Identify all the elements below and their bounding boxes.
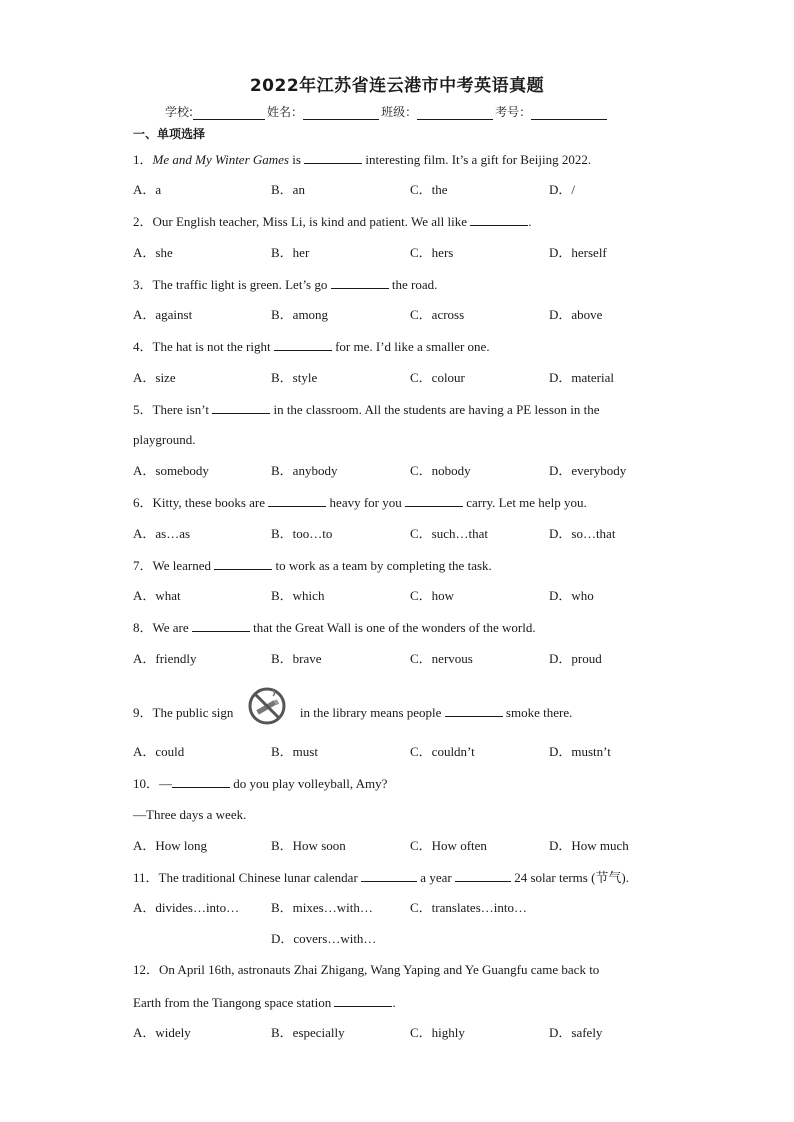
question-12-cont: Earth from the Tiangong space station .: [133, 995, 396, 1010]
q3-option-c[interactable]: C．across: [410, 307, 465, 322]
q3-option-a[interactable]: A．against: [133, 307, 193, 322]
q11-option-d[interactable]: D．covers…with…: [271, 931, 377, 946]
class-label: 班级：: [381, 105, 418, 119]
q6-option-c[interactable]: C．such…that: [410, 526, 488, 541]
student-info-line: [165, 103, 609, 120]
school-label: 学校:: [165, 105, 194, 119]
q1-option-b[interactable]: B．an: [271, 182, 305, 197]
q7-option-b[interactable]: B．which: [271, 588, 325, 603]
q7-option-d[interactable]: D．who: [549, 588, 594, 603]
q8-option-a[interactable]: A．friendly: [133, 651, 197, 666]
q10-option-b[interactable]: B．How soon: [271, 838, 346, 853]
class-blank: [417, 106, 493, 120]
q3-option-b[interactable]: B．among: [271, 307, 329, 322]
q1-option-a[interactable]: A．a: [133, 182, 162, 197]
q8-option-b[interactable]: B．brave: [271, 651, 322, 666]
q10-option-a[interactable]: A．How long: [133, 838, 208, 853]
q10-option-c[interactable]: C．How often: [410, 838, 487, 853]
q7-option-a[interactable]: A．what: [133, 588, 181, 603]
question-7: 7．We learned to work as a team by completing the task.: [133, 558, 492, 573]
q5-option-b[interactable]: B．anybody: [271, 463, 338, 478]
q5-option-c[interactable]: C．nobody: [410, 463, 471, 478]
q9-option-b[interactable]: B．must: [271, 744, 318, 759]
question-1: 1．Me and My Winter Games is interesting film. It’s a gift for Beijing 2022.: [133, 152, 592, 167]
q8-option-d[interactable]: D．proud: [549, 651, 602, 666]
question-3: 3．The traffic light is green. Let’s go the road.: [133, 277, 438, 292]
question-11: 11．The traditional Chinese lunar calendar a year 24 solar terms (节气).: [133, 870, 629, 885]
question-10-answer: —Three days a week.: [133, 807, 247, 822]
name-blank: [303, 106, 379, 120]
q2-option-c[interactable]: C．hers: [410, 245, 454, 260]
q12-option-b[interactable]: B．especially: [271, 1025, 345, 1040]
question-5-cont: playground.: [133, 432, 196, 447]
q9-option-a[interactable]: A．could: [133, 744, 185, 759]
q4-option-a[interactable]: A．size: [133, 370, 176, 385]
question-6: 6．Kitty, these books are heavy for you carry. Let me help you.: [133, 495, 587, 510]
no-smoking-sign-icon: [245, 686, 289, 742]
q2-option-a[interactable]: A．she: [133, 245, 173, 260]
question-12: 12．On April 16th, astronauts Zhai Zhigang, Wang Yaping and Ye Guangfu came back to: [133, 962, 600, 977]
q5-option-d[interactable]: D．everybody: [549, 463, 627, 478]
q9-option-c[interactable]: C．couldn’t: [410, 744, 475, 759]
exam-no-label: 考号：: [495, 105, 532, 119]
q12-option-a[interactable]: A．widely: [133, 1025, 191, 1040]
q9-option-d[interactable]: D．mustn’t: [549, 744, 611, 759]
question-9: 9．The public sign in the library means people smoke there.: [133, 686, 572, 742]
q7-option-c[interactable]: C．how: [410, 588, 455, 603]
section-heading: 一、单项选择: [133, 127, 206, 141]
q11-option-c[interactable]: C．translates…into…: [410, 900, 527, 915]
q4-option-d[interactable]: D．material: [549, 370, 614, 385]
question-4: 4．The hat is not the right for me. I’d like a smaller one.: [133, 339, 490, 354]
question-8: 8．We are that the Great Wall is one of the wonders of the world.: [133, 620, 536, 635]
q2-option-b[interactable]: B．her: [271, 245, 310, 260]
q4-option-c[interactable]: C．colour: [410, 370, 465, 385]
page-title: 2022年江苏省连云港市中考英语真题: [249, 76, 545, 96]
q1-option-c[interactable]: C．the: [410, 182, 448, 197]
exam-no-blank: [531, 106, 607, 120]
q10-option-d[interactable]: D．How much: [549, 838, 629, 853]
q4-option-b[interactable]: B．style: [271, 370, 318, 385]
q1-option-d[interactable]: D．/: [549, 182, 576, 197]
q12-option-c[interactable]: C．highly: [410, 1025, 465, 1040]
q2-option-d[interactable]: D．herself: [549, 245, 607, 260]
question-2: 2．Our English teacher, Miss Li, is kind and patient. We all like .: [133, 214, 532, 229]
name-label: 姓名：: [267, 105, 304, 119]
school-blank: [193, 106, 265, 120]
q6-option-b[interactable]: B．too…to: [271, 526, 333, 541]
q11-option-b[interactable]: B．mixes…with…: [271, 900, 373, 915]
q11-option-a[interactable]: A．divides…into…: [133, 900, 240, 915]
q3-option-d[interactable]: D．above: [549, 307, 603, 322]
q6-option-a[interactable]: A．as…as: [133, 526, 191, 541]
question-5: 5．There isn’t in the classroom. All the students are having a PE lesson in the: [133, 402, 600, 417]
question-10: 10．— do you play volleyball, Amy?: [133, 776, 388, 791]
q6-option-d[interactable]: D．so…that: [549, 526, 616, 541]
q8-option-c[interactable]: C．nervous: [410, 651, 473, 666]
q12-option-d[interactable]: D．safely: [549, 1025, 603, 1040]
q5-option-a[interactable]: A．somebody: [133, 463, 209, 478]
